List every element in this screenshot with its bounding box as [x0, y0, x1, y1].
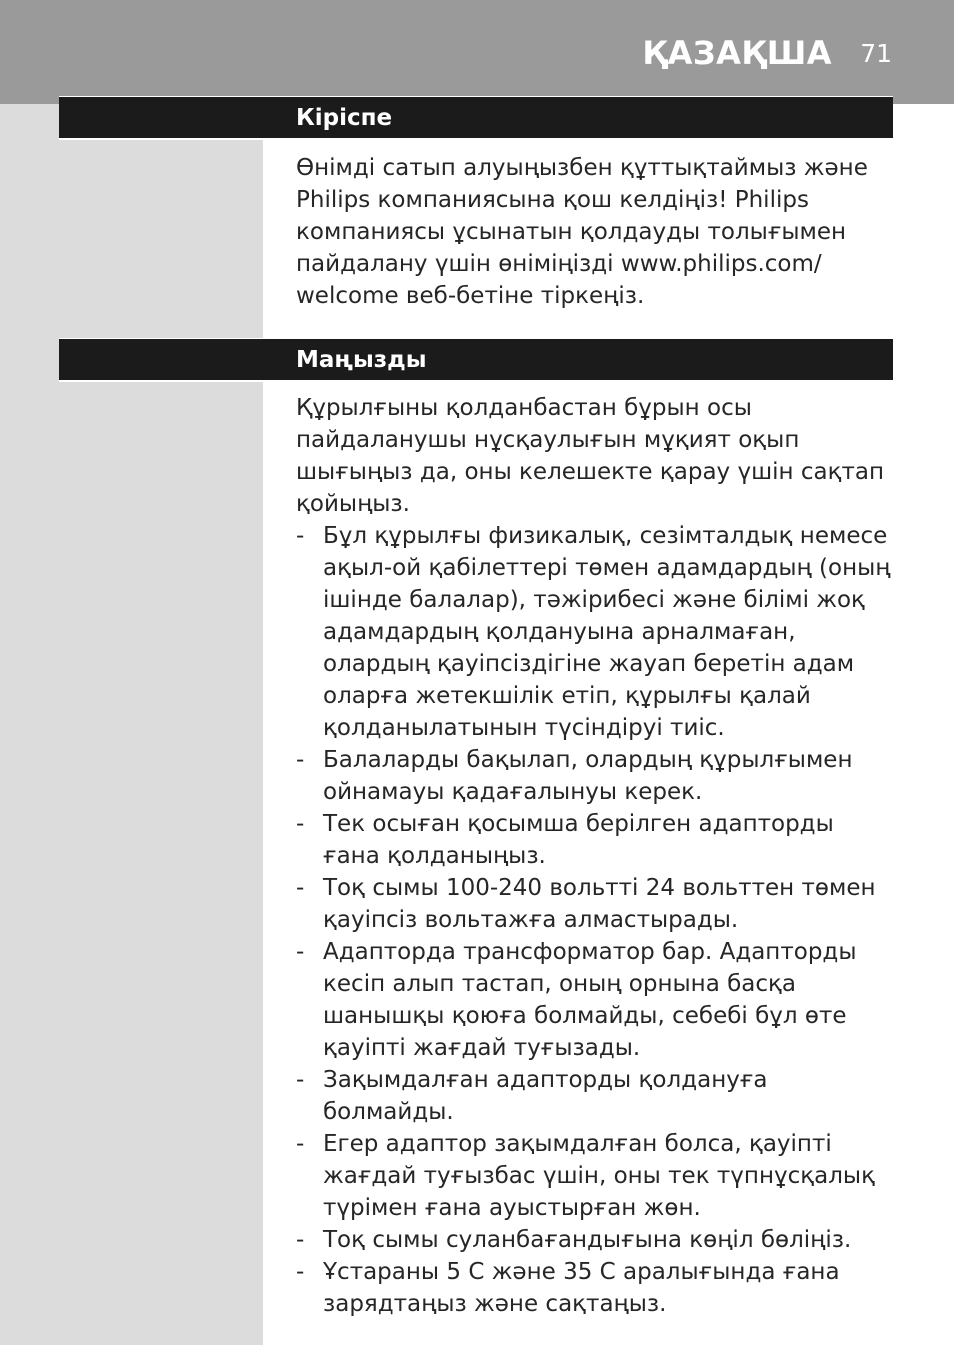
list-item-text: Бұл құрылғы физикалық, сезімталдық немесе ақыл-ой қабілеттері төмен адамдардың (оның ішінде балалар), тәжірибесі және білімі жоқ адамдардың қолдануына арналмаған, олардың қауіпсіздігіне жауап беретін адам оларға жетекшілік етіп, құрылғы қалай қолданылатынын түсіндіруі тиіс. [323, 523, 891, 741]
section-header-important [59, 338, 893, 380]
bullet-marker: - [296, 1131, 305, 1157]
intro-paragraph: Өнімді сатып алуыңызбен құттықтаймыз және Philips компаниясына қош келдіңіз! Philips компаниясы ұсынатын қолдауды толығымен пайдалану үшін өніміңізді www.philips.com/ welcome веб-бетіне тіркеңіз. [296, 155, 868, 309]
list-item [296, 1128, 896, 1224]
bullet-marker: - [296, 523, 305, 549]
list-item [296, 872, 896, 936]
bullet-marker: - [296, 811, 305, 837]
important-intro-paragraph: Құрылғыны қолданбастан бұрын осы пайдаланушы нұсқаулығын мұқият оқып шығыңыз да, оны келешекте қарау үшін сақтап қойыңыз. [296, 395, 885, 517]
list-item-text: Егер адаптор зақымдалған болса, қауіпті жағдай туғызбас үшін, оны тек түпнұсқалық түрімен ғана ауыстырған жөн. [323, 1131, 875, 1221]
intro-text [296, 152, 896, 312]
page-number: 71 [860, 39, 892, 68]
list-item [296, 520, 896, 744]
section-header-intro [59, 96, 893, 138]
list-item-text: Тоқ сымы 100-240 вольтті 24 вольттен төмен қауіпсіз вольтажға алмастырады. [323, 875, 876, 933]
list-item [296, 1224, 896, 1256]
list-item [296, 744, 896, 808]
bullet-marker: - [296, 1067, 305, 1093]
list-item-text: Адапторда трансформатор бар. Адапторды кесіп алып тастап, оның орнына басқа шанышқы қоюға болмайды, себебі бұл өте қауіпті жағдай туғызады. [323, 939, 857, 1061]
left-margin-strip [0, 104, 263, 1345]
list-item-text: Балаларды бақылап, олардың құрылғымен ойнамауы қадағалынуы керек. [323, 747, 853, 805]
list-item-text: Зақымдалған адапторды қолдануға болмайды. [323, 1067, 768, 1125]
list-item-text: Тек осыған қосымша берілген адапторды ғана қолданыңыз. [323, 811, 834, 869]
bullet-marker: - [296, 1227, 305, 1253]
list-item [296, 1064, 896, 1128]
important-text [296, 392, 896, 1320]
list-item [296, 1256, 896, 1320]
warning-list [296, 520, 896, 1320]
section-title-intro: Кіріспе [296, 105, 393, 131]
bullet-marker: - [296, 939, 305, 965]
list-item [296, 936, 896, 1064]
bullet-marker: - [296, 747, 305, 773]
language-title: ҚАЗАҚША [642, 34, 832, 72]
list-item-text: Ұстараны 5 С және 35 С аралығында ғана зарядтаңыз және сақтаңыз. [323, 1259, 840, 1317]
list-item-text: Тоқ сымы суланбағандығына көңіл бөліңіз. [323, 1227, 852, 1253]
list-item [296, 808, 896, 872]
bullet-marker: - [296, 1259, 305, 1285]
section-title-important: Маңызды [296, 347, 427, 373]
section-divider [59, 380, 893, 382]
bullet-marker: - [296, 875, 305, 901]
section-divider [59, 138, 893, 140]
